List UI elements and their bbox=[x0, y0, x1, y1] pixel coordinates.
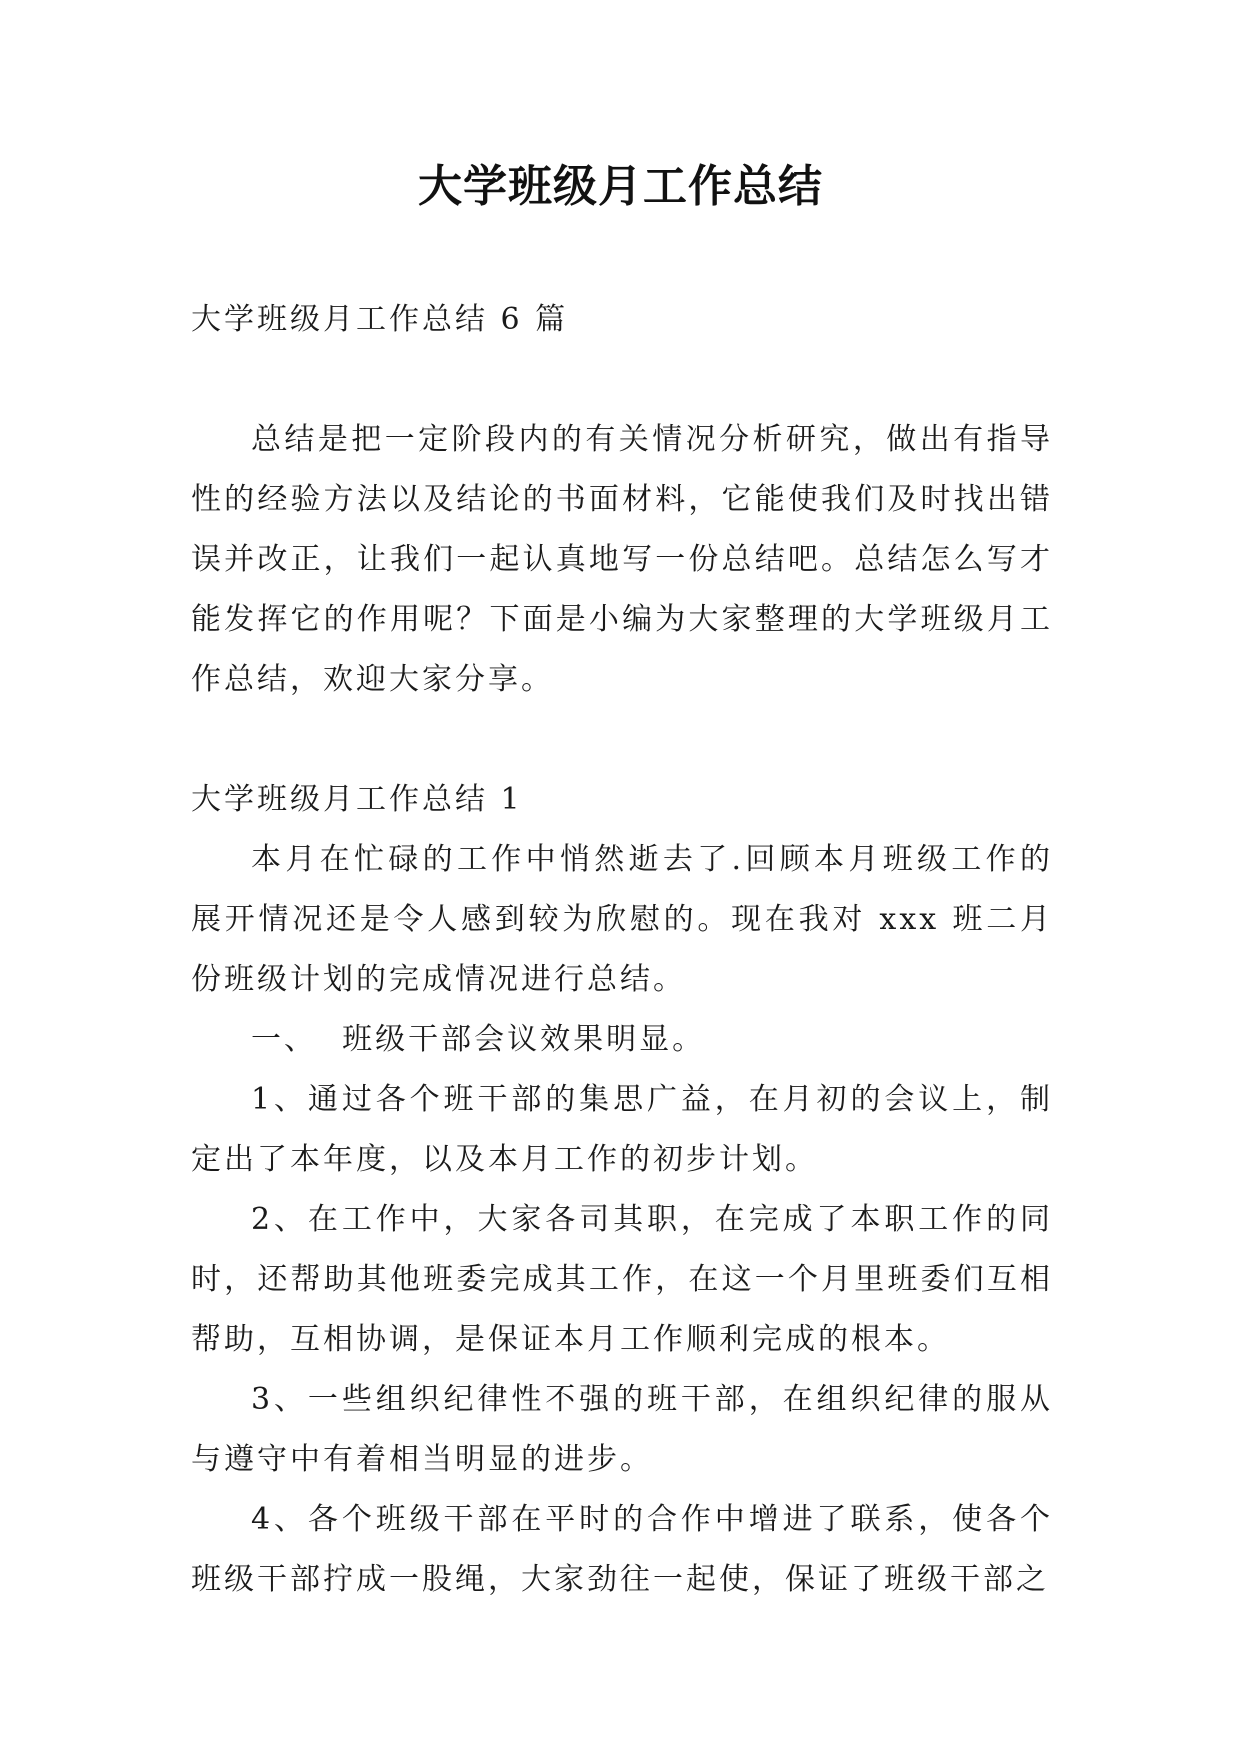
document-body bbox=[191, 290, 1053, 1610]
document-title: 大学班级月工作总结 bbox=[418, 161, 823, 212]
section-heading: 大学班级月工作总结 1 bbox=[191, 782, 523, 817]
list-item: 1、通过各个班干部的集思广益，在月初的会议上，制定出了本年度，以及本月工作的初步计划。 bbox=[191, 1082, 1053, 1177]
paragraph: 本月在忙碌的工作中悄然逝去了.回顾本月班级工作的展开情况还是令人感到较为欣慰的。现在我对 xxx 班二月份班级计划的完成情况进行总结。 bbox=[191, 842, 1053, 997]
list-item: 4、各个班级干部在平时的合作中增进了联系，使各个班级干部拧成一股绳，大家劲往一起使，保证了班级干部之 bbox=[191, 1502, 1053, 1597]
intro-paragraph: 总结是把一定阶段内的有关情况分析研究，做出有指导性的经验方法以及结论的书面材料，它能使我们及时找出错误并改正，让我们一起认真地写一份总结吧。总结怎么写才能发挥它的作用呢？下面是小编为大家整理的大学班级月工作总结，欢迎大家分享。 bbox=[191, 422, 1053, 697]
list-item: 3、一些组织纪律性不强的班干部，在组织纪律的服从与遵守中有着相当明显的进步。 bbox=[191, 1382, 1053, 1477]
list-heading: 一、 班级干部会议效果明显。 bbox=[251, 1022, 706, 1057]
list-item: 2、在工作中，大家各司其职，在完成了本职工作的同时，还帮助其他班委完成其工作，在这一个月里班委们互相帮助，互相协调，是保证本月工作顺利完成的根本。 bbox=[191, 1202, 1053, 1357]
document-subtitle: 大学班级月工作总结 6 篇 bbox=[191, 302, 569, 337]
spacer bbox=[191, 710, 1053, 770]
spacer bbox=[191, 350, 1053, 410]
